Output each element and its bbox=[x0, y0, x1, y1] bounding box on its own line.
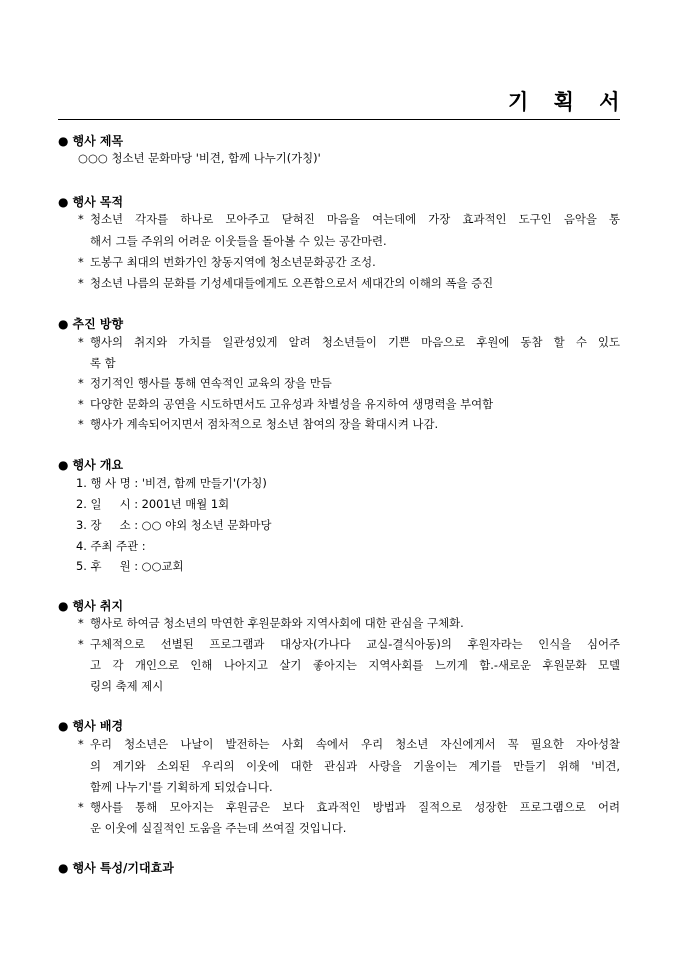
background-item-2-line-1: 행사를 통해 모아지는 후원금은 보다 효과적인 방법과 질적으로 성장한 프로그램으로 어려 bbox=[90, 800, 620, 814]
background-item-1-line-3: 함께 나누기'를 기획하게 되었습니다. bbox=[90, 780, 273, 794]
direction-item-1-line-1: 행사의 취지와 가치를 일관성있게 알려 청소년들이 기쁜 마음으로 후원에 동참 할 수 있도 bbox=[90, 335, 620, 349]
star-marker: * bbox=[78, 397, 84, 411]
star-marker: * bbox=[78, 255, 84, 269]
overview-name: 1. 행 사 명 : '비견, 함께 만들기'(가칭) bbox=[76, 476, 267, 490]
star-marker: * bbox=[78, 737, 84, 751]
overview-sponsor: 5. 후 원 : ○○교회 bbox=[76, 559, 184, 573]
overview-place: 3. 장 소 : ○○ 야외 청소년 문화마당 bbox=[76, 518, 272, 532]
section-heading-background: ● 행사 배경 bbox=[58, 719, 124, 733]
star-marker: * bbox=[78, 637, 84, 651]
overview-host: 4. 주최 주관 : bbox=[76, 539, 146, 553]
section-heading-effects: ● 행사 특성/기대효과 bbox=[58, 861, 174, 875]
section-heading-overview: ● 행사 개요 bbox=[58, 458, 124, 472]
direction-item-4: 행사가 계속되어지면서 점차적으로 청소년 참여의 장을 확대시켜 나감. bbox=[90, 417, 439, 431]
background-item-2-line-2: 운 이웃에 실질적인 도움을 주는데 쓰여질 것입니다. bbox=[90, 821, 347, 835]
direction-item-2: 정기적인 행사를 통해 연속적인 교육의 장을 만듬 bbox=[90, 376, 332, 390]
bullet-icon: ● bbox=[58, 861, 69, 875]
document-title: 기 획 서 bbox=[508, 89, 629, 114]
section-heading-purpose: ● 행사 목적 bbox=[58, 195, 124, 209]
bullet-icon: ● bbox=[58, 599, 69, 613]
bullet-icon: ● bbox=[58, 719, 69, 733]
purpose-item-3: 청소년 나름의 문화를 기성세대들에게도 오픈함으로서 세대간의 이해의 폭을 증진 bbox=[90, 276, 494, 290]
star-marker: * bbox=[78, 800, 84, 814]
background-item-1-line-2: 의 계기와 소외된 우리의 이웃에 대한 관심과 사랑을 기울이는 계기를 만들기 위해 '비견, bbox=[90, 759, 620, 773]
intent-item-2-line-1: 구체적으로 선별된 프로그램과 대상자(가나다 교실-결식아동)의 후원자라는 인식을 심어주 bbox=[90, 637, 620, 651]
bullet-icon: ● bbox=[58, 134, 69, 148]
direction-item-1-line-2: 록 함 bbox=[90, 356, 116, 370]
star-marker: * bbox=[78, 212, 84, 226]
purpose-item-1-line-2: 해서 그들 주위의 어려운 이웃들을 돌아볼 수 있는 공간마련. bbox=[90, 234, 387, 248]
star-marker: * bbox=[78, 417, 84, 431]
overview-date: 2. 일 시 : 2001년 매월 1회 bbox=[76, 497, 230, 511]
bullet-icon: ● bbox=[58, 317, 69, 331]
star-marker: * bbox=[78, 276, 84, 290]
bullet-icon: ● bbox=[58, 195, 69, 209]
background-item-1-line-1: 우리 청소년은 나날이 발전하는 사회 속에서 우리 청소년 자신에게서 꼭 필요한 자아성찰 bbox=[90, 737, 620, 751]
intent-item-1: 행사로 하여금 청소년의 막연한 후원문화와 지역사회에 대한 관심을 구체화. bbox=[90, 616, 464, 630]
intent-item-2-line-2: 고 각 개인으로 인해 나아지고 살기 좋아지는 지역사회를 느끼게 함.-새로운 후원문화 모델 bbox=[90, 658, 620, 672]
star-marker: * bbox=[78, 616, 84, 630]
bullet-icon: ● bbox=[58, 458, 69, 472]
purpose-item-2: 도봉구 최대의 번화가인 창동지역에 청소년문화공간 조성. bbox=[90, 255, 376, 269]
star-marker: * bbox=[78, 335, 84, 349]
star-marker: * bbox=[78, 376, 84, 390]
direction-item-3: 다양한 문화의 공연을 시도하면서도 고유성과 차별성을 유지하여 생명력을 부여함 bbox=[90, 397, 494, 411]
event-title-text: ○○○ 청소년 문화마당 '비견, 함께 나누기(가칭)' bbox=[78, 151, 321, 165]
section-heading-direction: ● 추진 방향 bbox=[58, 317, 124, 331]
section-heading-intent: ● 행사 취지 bbox=[58, 599, 124, 613]
section-heading-title: ● 행사 제목 bbox=[58, 134, 124, 148]
purpose-item-1-line-1: 청소년 각자를 하나로 모아주고 닫혀진 마음을 여는데에 가장 효과적인 도구인 음악을 통 bbox=[90, 212, 620, 226]
title-rule bbox=[58, 119, 620, 120]
intent-item-2-line-3: 링의 축제 제시 bbox=[90, 679, 164, 693]
